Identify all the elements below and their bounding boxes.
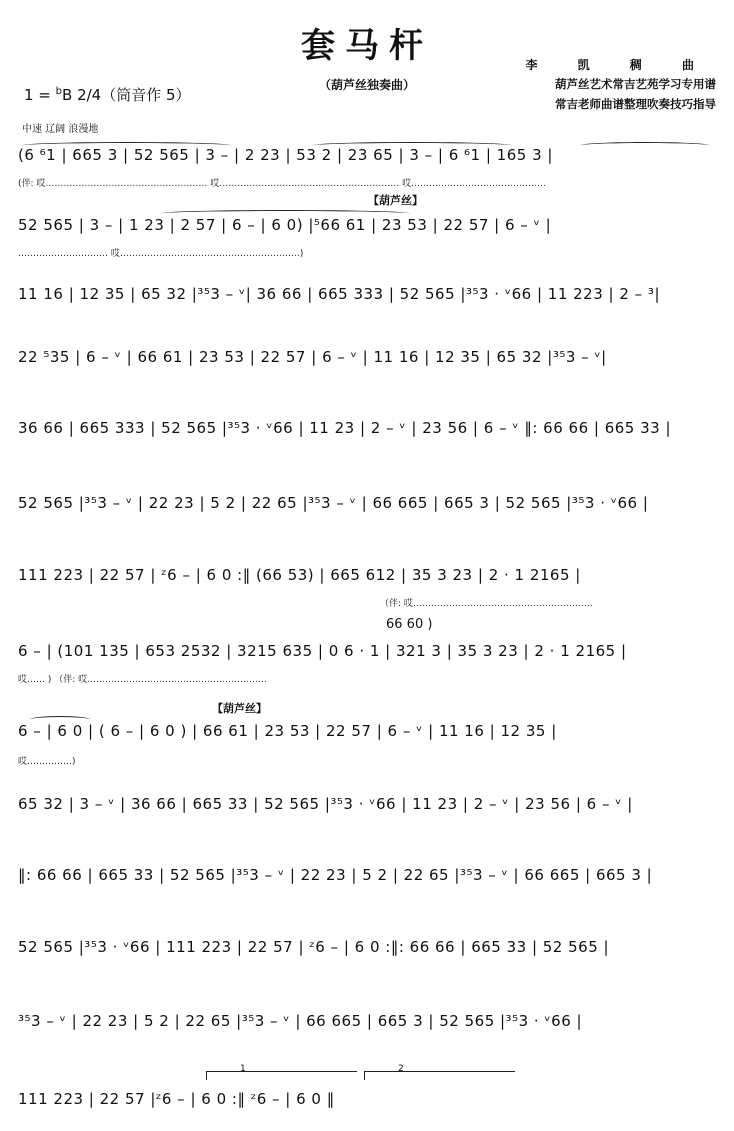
- composer-credit: 李 凯 稠 曲: [525, 58, 712, 72]
- notation-line: [18, 494, 720, 512]
- lyrics-line: 哎……………): [18, 757, 76, 767]
- lyrics-line: ………………………… 哎……………………………………………………): [18, 249, 304, 259]
- notation-line: [18, 348, 720, 366]
- notation-line: [18, 1090, 720, 1108]
- notation-line: [18, 866, 720, 884]
- key-signature: [24, 84, 191, 105]
- slur-line: [580, 142, 710, 149]
- score-title: 套马杆: [301, 26, 433, 66]
- notation-line-text: (6 ⁶1 | 665 3 | 52 565 | 3 – | 2 23 | 53 2 | 23 65 | 3 – | 6 ⁶1 | 165 3 |: [18, 146, 553, 164]
- key-prefix: 1 =: [24, 86, 56, 104]
- notation-line: [18, 566, 720, 584]
- key-flat: b: [55, 86, 63, 97]
- source-credit-2: 常吉老师曲谱整理吹奏技巧指导: [555, 97, 716, 111]
- lyrics-line: (伴: 哎……………………………………………… 哎…………………………………………………… 哎………………………………………: [18, 179, 547, 189]
- notation-line: [18, 216, 720, 234]
- notation-line: [18, 419, 720, 437]
- key-rest: B 2/4（筒音作 5）: [62, 86, 191, 104]
- notation-line: [18, 642, 720, 660]
- notation-line-text: 111 223 | 22 57 |ᶻ6 – | 6 0 :‖ ᶻ6 – | 6 0 ‖: [18, 1090, 335, 1108]
- slur-line: [160, 210, 410, 217]
- notation-line-text: 52 565 |³⁵3 – ᵛ | 22 23 | 5 2 | 22 65 |³⁵3 – ᵛ | 66 665 | 665 3 | 52 565 |³⁵3 · ᵛ66 |: [18, 494, 649, 512]
- first-ending-number: 1: [240, 1064, 246, 1074]
- slur-line: [312, 142, 512, 149]
- notation-line: [18, 722, 720, 740]
- notation-line-text: 65 32 | 3 – ᵛ | 36 66 | 665 33 | 52 565 |³⁵3 · ᵛ66 | 11 23 | 2 – ᵛ | 23 56 | 6 – ᵛ |: [18, 795, 633, 813]
- second-ending-number: 2: [398, 1064, 404, 1074]
- slur-line: [30, 716, 90, 723]
- notation-line-text: 36 66 | 665 333 | 52 565 |³⁵3 · ᵛ66 | 11 23 | 2 – ᵛ | 23 56 | 6 – ᵛ ‖: 66 66 | 665 33 |: [18, 419, 672, 437]
- notation-line: [18, 1012, 720, 1030]
- slur-line: [22, 142, 232, 149]
- lyrics-line: 哎…… ) （伴: 哎……………………………………………………: [18, 675, 268, 685]
- notation-line: [18, 938, 720, 956]
- section-label-hulusi: 【葫芦丝】: [368, 194, 423, 207]
- tempo-marking: 中速 辽阔 浪漫地: [22, 124, 99, 135]
- notation-line-text: 111 223 | 22 57 | ᶻ6 – | 6 0 :‖ (66 53) | 665 612 | 35 3 23 | 2 · 1 2165 |: [18, 566, 581, 584]
- upper-voice-notes: 66 60 ): [386, 617, 433, 632]
- score-subtitle: （葫芦丝独奏曲）: [318, 78, 415, 92]
- notation-line-text: 52 565 | 3 – | 1 23 | 2 57 | 6 – | 6 0) |⁵66 61 | 23 53 | 22 57 | 6 – ᵛ |: [18, 216, 552, 234]
- second-ending-bracket: [364, 1071, 515, 1080]
- notation-line: [18, 285, 720, 303]
- section-label-hulusi-2: 【葫芦丝】: [212, 702, 267, 715]
- lyrics-line: （伴: 哎……………………………………………………: [380, 599, 593, 609]
- notation-line-text: ‖: 66 66 | 665 33 | 52 565 |³⁵3 – ᵛ | 22 23 | 5 2 | 22 65 |³⁵3 – ᵛ | 66 665 | 665 3 |: [18, 866, 653, 884]
- notation-line: [18, 795, 720, 813]
- source-credit-1: 葫芦丝艺术常吉艺苑学习专用谱: [555, 77, 716, 91]
- notation-line-text: 22 ⁵35 | 6 – ᵛ | 66 61 | 23 53 | 22 57 | 6 – ᵛ | 11 16 | 12 35 | 65 32 |³⁵3 – ᵛ|: [18, 348, 607, 366]
- notation-line-text: 6 – | (101 135 | 653 2532 | 3215 635 | 0 6 · 1 | 321 3 | 35 3 23 | 2 · 1 2165 |: [18, 642, 627, 660]
- first-ending-bracket: [206, 1071, 357, 1080]
- notation-line-text: 52 565 |³⁵3 · ᵛ66 | 111 223 | 22 57 | ᶻ6 – | 6 0 :‖: 66 66 | 665 33 | 52 565 |: [18, 938, 610, 956]
- notation-line-text: ³⁵3 – ᵛ | 22 23 | 5 2 | 22 65 |³⁵3 – ᵛ | 66 665 | 665 3 | 52 565 |³⁵3 · ᵛ66 |: [18, 1012, 583, 1030]
- notation-line-text: 6 – | 6 0 | ( 6 – | 6 0 ) | 66 61 | 23 53 | 22 57 | 6 – ᵛ | 11 16 | 12 35 |: [18, 722, 557, 740]
- notation-line-text: 11 16 | 12 35 | 65 32 |³⁵3 – ᵛ| 36 66 | 665 333 | 52 565 |³⁵3 · ᵛ66 | 11 223 | 2 – ³|: [18, 285, 660, 303]
